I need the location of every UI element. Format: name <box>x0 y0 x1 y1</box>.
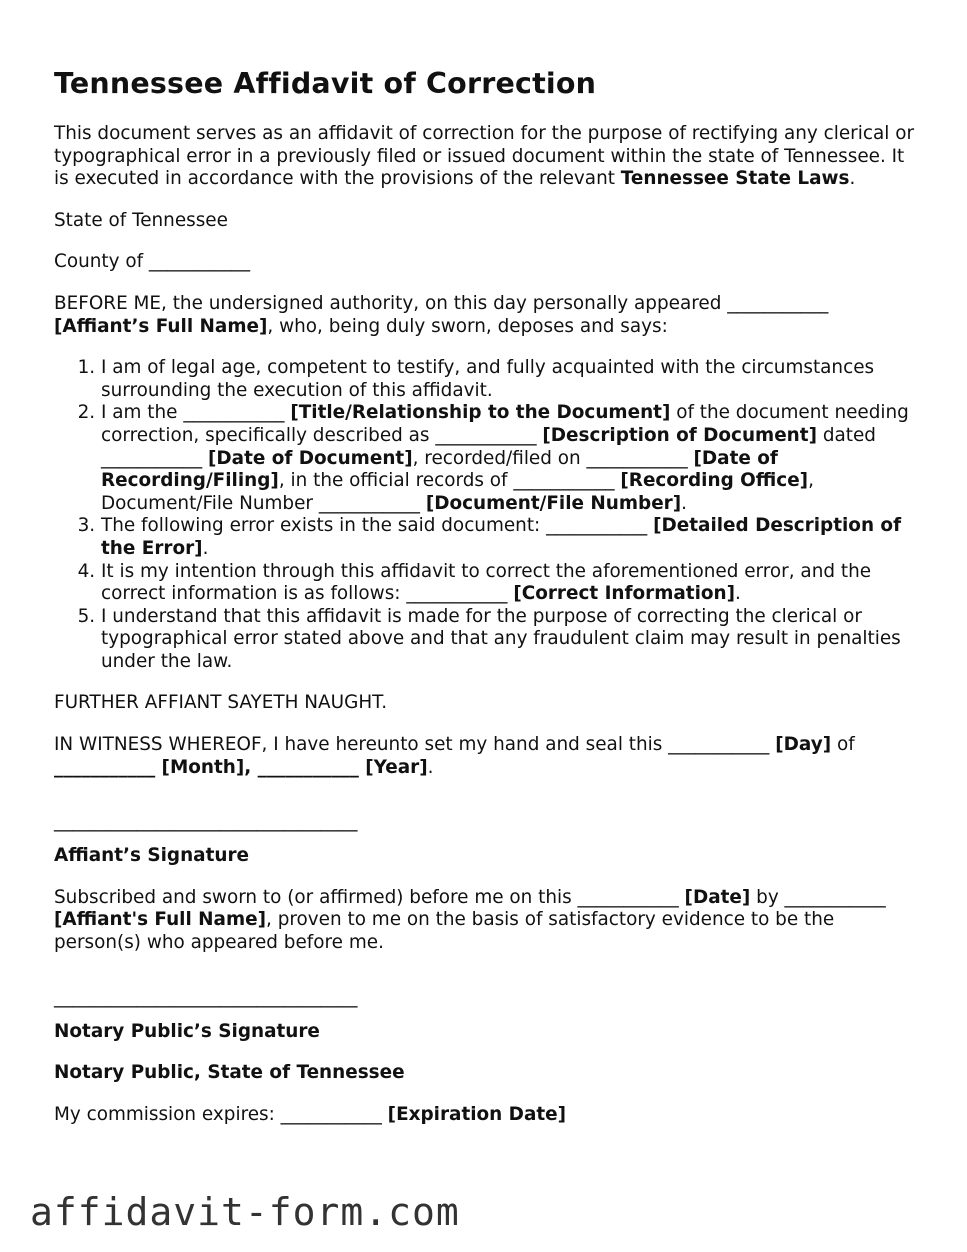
error-description-placeholder: [Detailed Description of the Error] <box>101 515 902 559</box>
month-year-placeholder: ___________ [Month], ___________ [Year] <box>54 756 428 778</box>
correct-information-placeholder: [Correct Information] <box>513 583 736 605</box>
affiant-signature-line: _________________________________ <box>54 811 358 833</box>
statement-text: , recorded/filed on ___________ <box>412 447 694 469</box>
statement-text: I am of legal age, competent to testify, and fully acquainted with the circumstances surrounding the execution of this affidavit. <box>101 357 875 401</box>
statement-item <box>101 357 924 402</box>
intro-paragraph <box>54 123 924 191</box>
statement-text: . <box>735 583 741 605</box>
statement-text: I am the ___________ <box>101 402 291 424</box>
notary-state-label-text: Notary Public, State of Tennessee <box>54 1062 405 1084</box>
intro-text: This document serves as an affidavit of correction for the purpose of rectifying any clerical or typographical error in a previously filed or issued document within the state of Tennessee. It is executed in accordance with the provisions of the relevant <box>54 123 915 190</box>
day-placeholder: [Day] <box>775 734 832 756</box>
affiant-signature-label <box>54 845 924 868</box>
commission-text: My commission expires: ___________ <box>54 1103 388 1125</box>
affiant-name-placeholder: [Affiant's Full Name] <box>54 909 267 931</box>
witness-text: of <box>831 734 855 756</box>
county-line: County of ___________ <box>54 251 251 273</box>
affiant-signature-label-text: Affiant’s Signature <box>54 845 250 867</box>
statement-text: dated ___________ <box>101 424 876 469</box>
statement-text: , Document/File Number ___________ <box>101 470 814 514</box>
subscribed-text: by ___________ <box>750 886 886 908</box>
appearance-end: , who, being duly sworn, deposes and says: <box>267 315 668 337</box>
witness-paragraph <box>54 734 924 779</box>
statement-item <box>101 402 924 515</box>
statement-item <box>101 515 924 560</box>
recording-date-placeholder: [Date of Recording/Filing] <box>101 447 778 492</box>
affiant-name-placeholder: [Affiant’s Full Name] <box>54 315 268 337</box>
description-placeholder: [Description of Document] <box>542 424 817 446</box>
statement-text: of the document needing correction, specifically described as ___________ <box>101 402 909 446</box>
document-date-placeholder: [Date of Document] <box>208 447 413 469</box>
witness-text: . <box>427 756 434 778</box>
notary-signature-label <box>54 1021 924 1044</box>
further-affiant-line: FURTHER AFFIANT SAYETH NAUGHT. <box>54 692 388 714</box>
affidavit-document <box>54 64 924 1145</box>
appearance-paragraph <box>54 293 924 338</box>
subscribed-text: , proven to me on the basis of satisfactory evidence to be the person(s) who appeared before me. <box>54 909 835 954</box>
date-placeholder: [Date] <box>684 886 751 908</box>
statement-text: , in the official records of ___________ <box>278 470 621 492</box>
state-line: State of Tennessee <box>54 209 228 231</box>
statement-item <box>101 561 924 606</box>
statement-text: I understand that this affidavit is made for the purpose of correcting the clerical or typographical error stated above and that any fraudulent claim may result in penalties under the law. <box>101 605 901 672</box>
statement-text: . <box>202 537 209 559</box>
commission-line <box>54 1104 924 1127</box>
statement-text: The following error exists in the said document: ___________ <box>101 515 654 537</box>
witness-text: IN WITNESS WHEREOF, I have hereunto set my hand and seal this ___________ <box>54 734 776 756</box>
site-watermark: affidavit-form.com <box>30 1190 460 1234</box>
notary-signature-line: _________________________________ <box>54 986 358 1008</box>
subscribed-text: Subscribed and sworn to (or affirmed) before me on this ___________ <box>54 886 685 908</box>
statement-text: It is my intention through this affidavit to correct the aforementioned error, and the correct information is as follows: ___________ <box>101 560 872 605</box>
intro-law-reference: Tennessee State Laws <box>620 168 850 190</box>
statement-text: . <box>681 492 688 514</box>
statement-item <box>101 606 924 674</box>
notary-signature-label-text: Notary Public’s Signature <box>54 1020 320 1042</box>
file-number-placeholder: [Document/File Number] <box>425 492 682 514</box>
statement-list <box>54 357 924 673</box>
document-title: Tennessee Affidavit of Correction <box>54 67 597 100</box>
subscribed-paragraph <box>54 887 924 955</box>
intro-end: . <box>849 168 856 190</box>
title-relationship-placeholder: [Title/Relationship to the Document] <box>290 402 671 424</box>
appearance-text: BEFORE ME, the undersigned authority, on this day personally appeared ___________ <box>54 292 829 314</box>
notary-state-label <box>54 1062 924 1085</box>
recording-office-placeholder: [Recording Office] <box>620 470 809 492</box>
expiration-date-placeholder: [Expiration Date] <box>387 1103 567 1125</box>
